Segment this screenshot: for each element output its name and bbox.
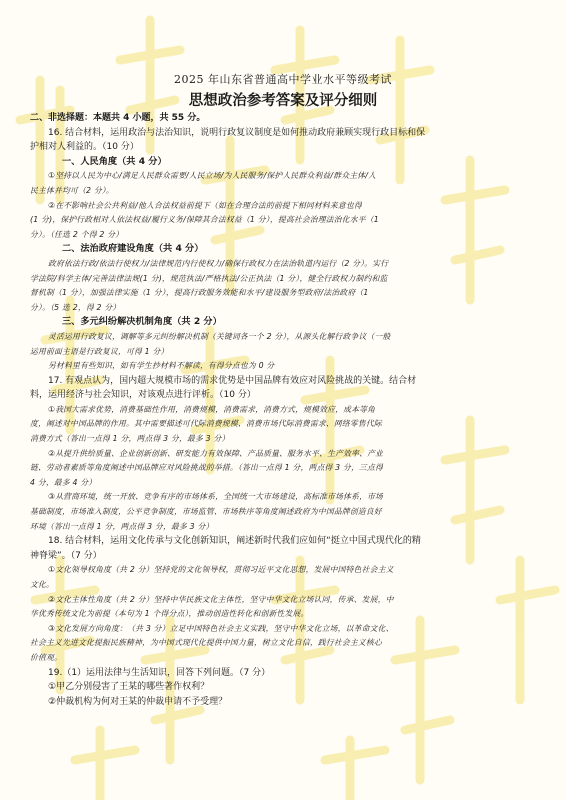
text-line: ①我国大需求优势，消费基础性作用，消费规模，消费需求，消费方式，规模效应，成本等角: [48, 404, 376, 414]
text-line: 另材料里有些知识，如有学生抄材料不解读，有得分点也为 0 分: [48, 361, 275, 371]
text-line: ③从营商环境，统一开放、竞争有序的市场体系，全国统一大市场建设，高标准市场体系，市场: [48, 492, 384, 502]
text-line: 消费方式（答出一点得 1 分，两点得 3 分，最多 3 分）: [30, 434, 230, 444]
text-line: ①文化领导权角度（共 2 分）坚持党的文化领导权，贯彻习近平文化思想，发展中国特色社会主义: [48, 565, 394, 575]
text-line: ①坚持以人民为中心/满足人民群众需要/人民立场/为人民服务/保护人民群众利益/群众主体/人: [48, 171, 377, 181]
text-line: ②在不影响社会公共利益/他人合法权益前提下（如在合理合法的前提下相同材料来意也得: [48, 200, 362, 210]
text-line: 政府依法行政/依法行使权力/法律规范内行使权力/确保行政权力在法治轨道内运行（2 分）。实行: [48, 258, 389, 268]
text-line: 运用前面主语是行政复议，可得 1 分）: [30, 346, 169, 356]
text-line: 民主体并均可（2 分）。: [30, 185, 114, 195]
text-line: 学法院/科学主体/完善法律法规(1 分)，规范执法/严格执法/公正执法（1 分），健全行政权力制约和监: [30, 273, 388, 283]
text-line: 度，阐述对中国品牌的作用。其中需要描述可代际消费规模、消费市场代际消费需求、网络零售代际: [30, 419, 382, 429]
text-line: 华优秀传统文化为前提（本句为 1 个得分点），推动创造性转化和创新性发展。: [30, 609, 309, 619]
text-line: 二、非选择题：本题共 4 小题，共 55 分。: [30, 113, 206, 123]
text-line: 分）。（5 选 2，得 2 分）: [30, 302, 121, 312]
text-line: 督机制（1 分），加强法律实施（1 分），提高行政服务效能和水平/建设服务型政府/法治政府（1: [30, 288, 369, 298]
text-line: 16. 结合材料，运用政治与法治知识，说明行政复议制度是如何推动政府兼顾实现行政目标和保: [48, 127, 426, 138]
answer-body: [30, 111, 538, 709]
text-line: ②从提升供给质量、企业创新创新、研发能力有效保障、产品质量、服务水平、生产效率、产业: [48, 448, 384, 458]
text-line: 19.（1）运用法律与生活知识，回答下列问题。（7 分）: [48, 667, 271, 678]
document-title: 思想政治参考答案及评分细则: [188, 93, 378, 109]
exam-title: 2025 年山东省普通高中学业水平等级考试: [174, 73, 392, 86]
text-line: ③文化发展方向角度：（共 3 分）立足中国特色社会主义实践，坚守中华文化立场，以革命文化、: [48, 623, 394, 633]
text-line: ②文化主体性角度（共 2 分）坚持中华民族文化主体性，坚守中华文化立场认同，传承、发展，中: [48, 594, 394, 604]
text-line: 二、法治政府建设角度（共 4 分）: [62, 243, 204, 255]
text-line: 价值观。: [30, 652, 62, 662]
text-line: ①甲乙分别侵害了王某的哪些著作权利？: [48, 682, 210, 693]
text-line: 一、人民角度（共 4 分）: [62, 155, 167, 167]
text-line: 社会主义先进文化提振民族精神，为中国式现代化提供中国力量，树立文化自信，践行社会主义核心: [30, 638, 382, 648]
text-line: 文化。: [30, 580, 54, 589]
text-line: 料，运用经济与社会知识，对该观点进行评析。（10 分）: [30, 390, 256, 401]
text-line: 4 分，最多 4 分）: [30, 477, 97, 487]
text-line: 18. 结合材料，运用文化传承与文化创新知识，阐述新时代我们应如何“挺立中国式现代化的精: [48, 536, 421, 547]
text-line: 17. 有观点认为，国内超大规模市场的需求优势是中国品牌有效应对风险挑战的关键。结合材: [48, 375, 417, 386]
text-line: 分）。（任选 2 个得 2 分）: [30, 229, 124, 239]
text-line: 护相对人利益的。（10 分）: [30, 142, 139, 153]
text-line: (1 分)，保护行政相对人依法权益/履行义务/保障其合法权益（1 分），提高社会治理法治化水平（1: [30, 215, 379, 225]
text-line: ②仲裁机构为何对王某的仲裁申请不予受理？: [48, 696, 228, 707]
text-line: 基础制度，市场准入制度，公平竞争制度，市场监管、市场秩序等角度阐述政府为中国品牌创造良好: [30, 507, 382, 517]
text-line: 神脊梁”。（7 分）: [30, 550, 102, 561]
text-line: 三、多元纠纷解决机制角度（共 2 分）: [62, 316, 222, 328]
text-line: 灵活运用行政复议，调解等多元纠纷解决机制（关键词各一个 2 分），从源头化解行政争议（一般: [48, 331, 391, 341]
text-line: 环境（答出一点得 1 分，两点得 3 分，最多 3 分）: [30, 521, 214, 531]
text-line: 链、劳动者素质等角度阐述中国品牌应对风险挑战的举措。（答出一点得 1 分，两点得 3 分，三点得: [30, 463, 383, 473]
